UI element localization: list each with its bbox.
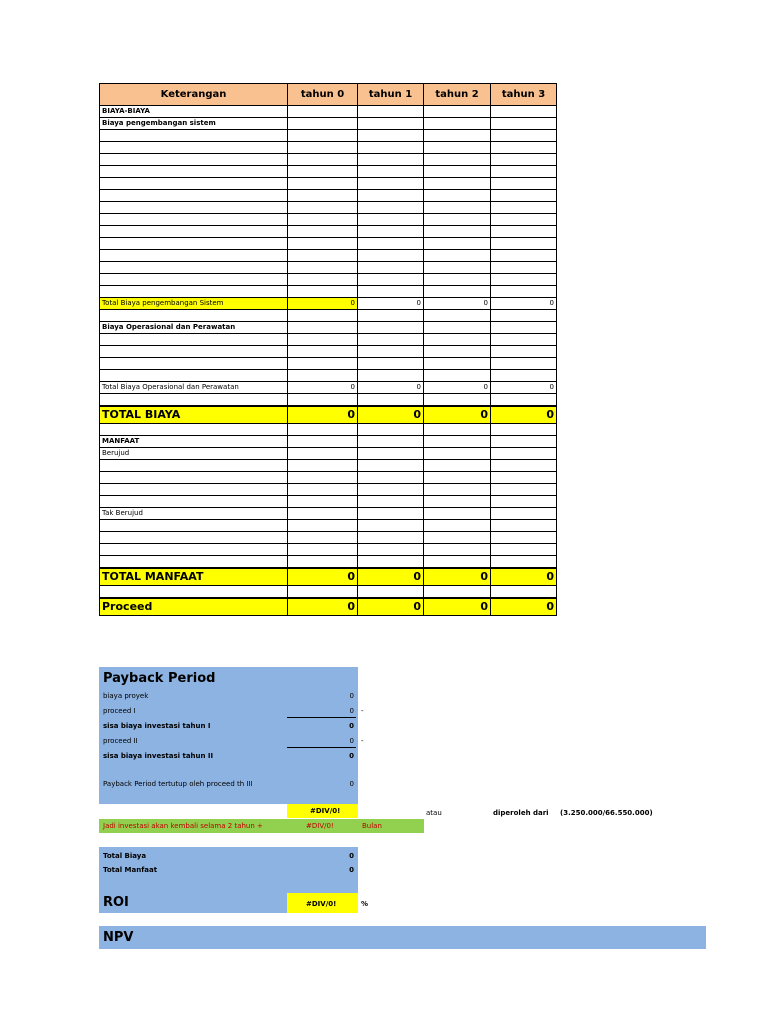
cell[interactable]	[424, 262, 491, 274]
total-biaya-label[interactable]: TOTAL BIAYA	[100, 406, 288, 424]
total-biaya-tahun-3[interactable]: 0	[491, 406, 557, 424]
cell[interactable]	[358, 190, 424, 202]
total-operasional-tahun-3[interactable]: 0	[491, 382, 557, 394]
operasional-label-cell[interactable]: Biaya Operasional dan Perawatan	[100, 322, 288, 334]
total-pengembangan-label[interactable]: Total Biaya pengembangan Sistem	[100, 298, 288, 310]
total-operasional-tahun-0[interactable]: 0	[288, 382, 358, 394]
cell[interactable]	[288, 496, 358, 508]
header-tahun-1[interactable]: tahun 1	[358, 84, 424, 106]
table-row	[100, 520, 557, 532]
table-row	[100, 586, 557, 599]
table-row	[100, 334, 557, 346]
cell[interactable]	[288, 262, 358, 274]
cell[interactable]	[100, 166, 288, 178]
cell[interactable]	[100, 214, 288, 226]
cell[interactable]	[288, 178, 358, 190]
cell[interactable]	[424, 496, 491, 508]
cell[interactable]	[100, 250, 288, 262]
cell[interactable]	[424, 166, 491, 178]
cell[interactable]	[424, 532, 491, 544]
cell[interactable]	[100, 178, 288, 190]
cell[interactable]	[288, 472, 358, 484]
cell[interactable]	[100, 346, 288, 358]
cell[interactable]	[424, 238, 491, 250]
table-row	[100, 154, 557, 166]
cell[interactable]	[100, 520, 288, 532]
total-biaya-label: Total Biaya	[103, 852, 147, 860]
total-manfaat-label[interactable]: TOTAL MANFAAT	[100, 568, 288, 586]
table-row	[100, 496, 557, 508]
cell[interactable]	[288, 190, 358, 202]
table-row	[100, 130, 557, 142]
cell[interactable]	[424, 586, 491, 599]
cell[interactable]	[424, 394, 491, 407]
formula-text: (3.250.000/66.550.000)	[560, 809, 653, 817]
table-row	[100, 556, 557, 569]
cell[interactable]	[288, 448, 358, 460]
atau-text: atau	[426, 809, 442, 817]
cell[interactable]	[288, 310, 358, 322]
cell[interactable]	[491, 370, 557, 382]
cell[interactable]	[358, 238, 424, 250]
cell[interactable]	[491, 496, 557, 508]
cell[interactable]	[358, 286, 424, 298]
cell[interactable]	[491, 472, 557, 484]
cell[interactable]	[424, 544, 491, 556]
cell[interactable]	[100, 394, 288, 407]
total-manfaat-row	[100, 568, 557, 586]
table-row	[100, 214, 557, 226]
cost-benefit-table	[99, 83, 557, 616]
proceed-tahun-3[interactable]: 0	[491, 598, 557, 616]
cell[interactable]	[288, 142, 358, 154]
biaya-proyek-value[interactable]: 0	[349, 692, 354, 700]
table-row	[100, 322, 557, 334]
proceed-ii-value[interactable]: 0	[349, 737, 354, 745]
cell[interactable]	[424, 118, 491, 130]
cell[interactable]	[424, 334, 491, 346]
cell[interactable]	[424, 202, 491, 214]
table-row	[100, 118, 557, 130]
berujud-label-cell[interactable]: Berujud	[100, 448, 288, 460]
cell[interactable]	[100, 130, 288, 142]
cell[interactable]	[491, 214, 557, 226]
payback-period-title: Payback Period	[103, 671, 216, 686]
proceed-ii-label: proceed II	[103, 737, 138, 745]
cell[interactable]	[288, 118, 358, 130]
cell[interactable]	[358, 586, 424, 599]
cell[interactable]	[100, 532, 288, 544]
cell[interactable]	[491, 424, 557, 436]
cell[interactable]	[491, 532, 557, 544]
div-result-value: #DIV/0!	[310, 807, 341, 815]
cell[interactable]	[288, 322, 358, 334]
cell[interactable]	[288, 226, 358, 238]
total-operasional-row	[100, 382, 557, 394]
cell[interactable]	[358, 166, 424, 178]
cell[interactable]	[424, 310, 491, 322]
cell[interactable]	[288, 154, 358, 166]
cell[interactable]	[424, 556, 491, 569]
total-pengembangan-tahun-1[interactable]: 0	[358, 298, 424, 310]
table-row	[100, 202, 557, 214]
cell[interactable]	[358, 358, 424, 370]
cell[interactable]	[288, 520, 358, 532]
cell[interactable]	[491, 508, 557, 520]
cell[interactable]	[288, 370, 358, 382]
cell[interactable]	[491, 586, 557, 599]
table-row	[100, 436, 557, 448]
table-row	[100, 472, 557, 484]
cell[interactable]	[424, 370, 491, 382]
subtotal-line	[287, 717, 356, 718]
table-row	[100, 286, 557, 298]
cell[interactable]	[288, 166, 358, 178]
jadi-investasi-label: Jadi investasi akan kembali selama 2 tahun +	[103, 822, 263, 830]
cell[interactable]	[358, 214, 424, 226]
cell[interactable]	[424, 508, 491, 520]
table-row	[100, 250, 557, 262]
sisa-tahun-ii-value[interactable]: 0	[349, 752, 354, 760]
table-row	[100, 106, 557, 118]
cell[interactable]	[491, 130, 557, 142]
cell[interactable]	[288, 214, 358, 226]
total-manfaat-tahun-1[interactable]: 0	[358, 568, 424, 586]
cell[interactable]	[100, 286, 288, 298]
total-operasional-label[interactable]: Total Biaya Operasional dan Perawatan	[100, 382, 288, 394]
cell[interactable]	[424, 250, 491, 262]
table-row	[100, 370, 557, 382]
cell[interactable]	[491, 166, 557, 178]
cell[interactable]	[288, 334, 358, 346]
cell[interactable]	[491, 310, 557, 322]
table-row	[100, 142, 557, 154]
cell[interactable]	[491, 460, 557, 472]
cell[interactable]	[491, 262, 557, 274]
cell[interactable]	[288, 508, 358, 520]
cell[interactable]	[100, 238, 288, 250]
cell[interactable]	[358, 520, 424, 532]
cell[interactable]	[424, 424, 491, 436]
table-row	[100, 544, 557, 556]
cell[interactable]	[424, 142, 491, 154]
cell[interactable]	[491, 238, 557, 250]
cell[interactable]	[491, 142, 557, 154]
cell[interactable]	[288, 274, 358, 286]
cell[interactable]	[358, 448, 424, 460]
table-header-row	[100, 84, 557, 106]
cell[interactable]	[491, 334, 557, 346]
table-row	[100, 508, 557, 520]
total-biaya-tahun-2[interactable]: 0	[424, 406, 491, 424]
table-row	[100, 484, 557, 496]
proceed-row	[100, 598, 557, 616]
bulan-text: Bulan	[362, 822, 382, 830]
pengembangan-label-cell[interactable]: Biaya pengembangan sistem	[100, 118, 288, 130]
cell[interactable]	[424, 178, 491, 190]
cell[interactable]	[358, 484, 424, 496]
cell[interactable]	[424, 460, 491, 472]
cell[interactable]	[358, 556, 424, 569]
cell[interactable]	[424, 520, 491, 532]
cell[interactable]	[358, 472, 424, 484]
total-biaya-row	[100, 406, 557, 424]
biaya-header-cell[interactable]: BIAYA-BIAYA	[100, 106, 288, 118]
cell[interactable]	[288, 106, 358, 118]
table-row	[100, 226, 557, 238]
total-manfaat-tahun-2[interactable]: 0	[424, 568, 491, 586]
proceed-tahun-2[interactable]: 0	[424, 598, 491, 616]
header-tahun-3[interactable]: tahun 3	[491, 84, 557, 106]
cell[interactable]	[358, 178, 424, 190]
cell[interactable]	[100, 262, 288, 274]
cell[interactable]	[288, 436, 358, 448]
header-keterangan[interactable]: Keterangan	[100, 84, 288, 106]
cell[interactable]	[491, 154, 557, 166]
cell[interactable]	[100, 556, 288, 569]
cell[interactable]	[424, 346, 491, 358]
percent-sign: %	[361, 900, 369, 908]
total-pengembangan-row	[100, 298, 557, 310]
table-row	[100, 274, 557, 286]
cell[interactable]	[288, 130, 358, 142]
cell[interactable]	[424, 214, 491, 226]
cell[interactable]	[491, 202, 557, 214]
roi-title: ROI	[103, 895, 129, 910]
cell[interactable]	[358, 202, 424, 214]
cell[interactable]	[491, 274, 557, 286]
total-pengembangan-tahun-2[interactable]: 0	[424, 298, 491, 310]
tertutup-value[interactable]: 0	[349, 780, 354, 788]
cell[interactable]	[100, 472, 288, 484]
cell[interactable]	[424, 472, 491, 484]
table-row	[100, 460, 557, 472]
proceed-i-value[interactable]: 0	[349, 707, 354, 715]
cell[interactable]	[424, 286, 491, 298]
cell[interactable]	[288, 250, 358, 262]
cell[interactable]	[491, 106, 557, 118]
cell[interactable]	[491, 118, 557, 130]
cell[interactable]	[288, 346, 358, 358]
minus-sign: -	[361, 707, 364, 715]
npv-block	[99, 926, 706, 949]
cell[interactable]	[424, 436, 491, 448]
table-row	[100, 190, 557, 202]
cell[interactable]	[424, 484, 491, 496]
table-row	[100, 262, 557, 274]
table-row	[100, 448, 557, 460]
total-operasional-tahun-2[interactable]: 0	[424, 382, 491, 394]
cell[interactable]	[100, 154, 288, 166]
cell[interactable]	[491, 322, 557, 334]
table-row	[100, 358, 557, 370]
cell[interactable]	[288, 202, 358, 214]
roi-value: #DIV/0!	[306, 900, 337, 908]
header-tahun-2[interactable]: tahun 2	[424, 84, 491, 106]
cell[interactable]	[100, 586, 288, 599]
cell[interactable]	[358, 118, 424, 130]
cell[interactable]	[288, 394, 358, 407]
cell[interactable]	[424, 226, 491, 238]
cell[interactable]	[424, 106, 491, 118]
cell[interactable]	[358, 460, 424, 472]
cell[interactable]	[288, 532, 358, 544]
cell[interactable]	[100, 424, 288, 436]
cell[interactable]	[491, 286, 557, 298]
cell[interactable]	[491, 544, 557, 556]
table-row	[100, 394, 557, 407]
cell[interactable]	[100, 460, 288, 472]
cell[interactable]	[491, 250, 557, 262]
cell[interactable]	[424, 190, 491, 202]
cell[interactable]	[358, 322, 424, 334]
cell[interactable]	[358, 250, 424, 262]
cell[interactable]	[358, 106, 424, 118]
cell[interactable]	[100, 274, 288, 286]
cell[interactable]	[491, 436, 557, 448]
cell[interactable]	[358, 226, 424, 238]
cell[interactable]	[358, 310, 424, 322]
total-biaya-tahun-0[interactable]: 0	[288, 406, 358, 424]
proceed-i-label: proceed I	[103, 707, 136, 715]
cell[interactable]	[358, 274, 424, 286]
total-manfaat-tahun-3[interactable]: 0	[491, 568, 557, 586]
cell[interactable]	[491, 190, 557, 202]
cell[interactable]	[424, 274, 491, 286]
cell[interactable]	[491, 556, 557, 569]
cell[interactable]	[358, 508, 424, 520]
cell[interactable]	[100, 226, 288, 238]
total-biaya-value[interactable]: 0	[349, 852, 354, 860]
cell[interactable]	[358, 370, 424, 382]
cell[interactable]	[100, 190, 288, 202]
cell[interactable]	[491, 484, 557, 496]
total-pengembangan-tahun-3[interactable]: 0	[491, 298, 557, 310]
sisa-tahun-i-value[interactable]: 0	[349, 722, 354, 730]
cell[interactable]	[424, 130, 491, 142]
proceed-label[interactable]: Proceed	[100, 598, 288, 616]
cell[interactable]	[100, 370, 288, 382]
npv-title: NPV	[103, 930, 134, 945]
cell[interactable]	[288, 544, 358, 556]
cell[interactable]	[424, 154, 491, 166]
total-manfaat-tahun-0[interactable]: 0	[288, 568, 358, 586]
subtotal-line	[287, 747, 356, 748]
tertutup-label: Payback Period tertutup oleh proceed th III	[103, 780, 253, 788]
cell[interactable]	[288, 358, 358, 370]
cell[interactable]	[491, 178, 557, 190]
cell[interactable]	[358, 394, 424, 407]
table-row	[100, 178, 557, 190]
jadi-investasi-value[interactable]: #DIV/0!	[306, 822, 334, 830]
table-row	[100, 424, 557, 436]
cell[interactable]	[358, 262, 424, 274]
sisa-tahun-i-label: sisa biaya investasi tahun I	[103, 722, 211, 730]
total-pengembangan-tahun-0[interactable]: 0	[288, 298, 358, 310]
cell[interactable]	[491, 394, 557, 407]
cell[interactable]	[491, 520, 557, 532]
cell[interactable]	[288, 424, 358, 436]
cell[interactable]	[424, 448, 491, 460]
proceed-tahun-0[interactable]: 0	[288, 598, 358, 616]
table-row	[100, 166, 557, 178]
cell[interactable]	[100, 358, 288, 370]
cell[interactable]	[100, 544, 288, 556]
total-operasional-tahun-1[interactable]: 0	[358, 382, 424, 394]
total-biaya-tahun-1[interactable]: 0	[358, 406, 424, 424]
cell[interactable]	[358, 436, 424, 448]
cell[interactable]	[491, 358, 557, 370]
header-tahun-0[interactable]: tahun 0	[288, 84, 358, 106]
cell[interactable]	[358, 496, 424, 508]
cell[interactable]	[100, 202, 288, 214]
proceed-tahun-1[interactable]: 0	[358, 598, 424, 616]
cell[interactable]	[358, 346, 424, 358]
total-manfaat-label: Total Manfaat	[103, 866, 158, 874]
cell[interactable]	[288, 586, 358, 599]
biaya-proyek-label: biaya proyek	[103, 692, 149, 700]
cell[interactable]	[358, 544, 424, 556]
cell[interactable]	[288, 460, 358, 472]
minus-sign: -	[361, 737, 364, 745]
cell[interactable]	[358, 130, 424, 142]
table-row	[100, 532, 557, 544]
cell[interactable]	[288, 484, 358, 496]
cell[interactable]	[100, 310, 288, 322]
total-manfaat-value[interactable]: 0	[349, 866, 354, 874]
cell[interactable]	[288, 556, 358, 569]
cell[interactable]	[358, 334, 424, 346]
cell[interactable]	[424, 358, 491, 370]
cell[interactable]	[100, 484, 288, 496]
cell[interactable]	[358, 154, 424, 166]
table-row	[100, 346, 557, 358]
cell[interactable]	[491, 346, 557, 358]
table-row	[100, 238, 557, 250]
sisa-tahun-ii-label: sisa biaya investasi tahun II	[103, 752, 214, 760]
cell[interactable]	[100, 334, 288, 346]
cell[interactable]	[288, 286, 358, 298]
cell[interactable]	[424, 322, 491, 334]
cell[interactable]	[491, 226, 557, 238]
cell[interactable]	[358, 424, 424, 436]
table-row	[100, 310, 557, 322]
manfaat-header-cell[interactable]: MANFAAT	[100, 436, 288, 448]
cell[interactable]	[491, 448, 557, 460]
cell[interactable]	[288, 238, 358, 250]
cell[interactable]	[358, 532, 424, 544]
tak-berujud-label-cell[interactable]: Tak Berujud	[100, 508, 288, 520]
cell[interactable]	[358, 142, 424, 154]
cell[interactable]	[100, 142, 288, 154]
cell[interactable]	[100, 496, 288, 508]
diperoleh-text: diperoleh dari	[493, 809, 549, 817]
